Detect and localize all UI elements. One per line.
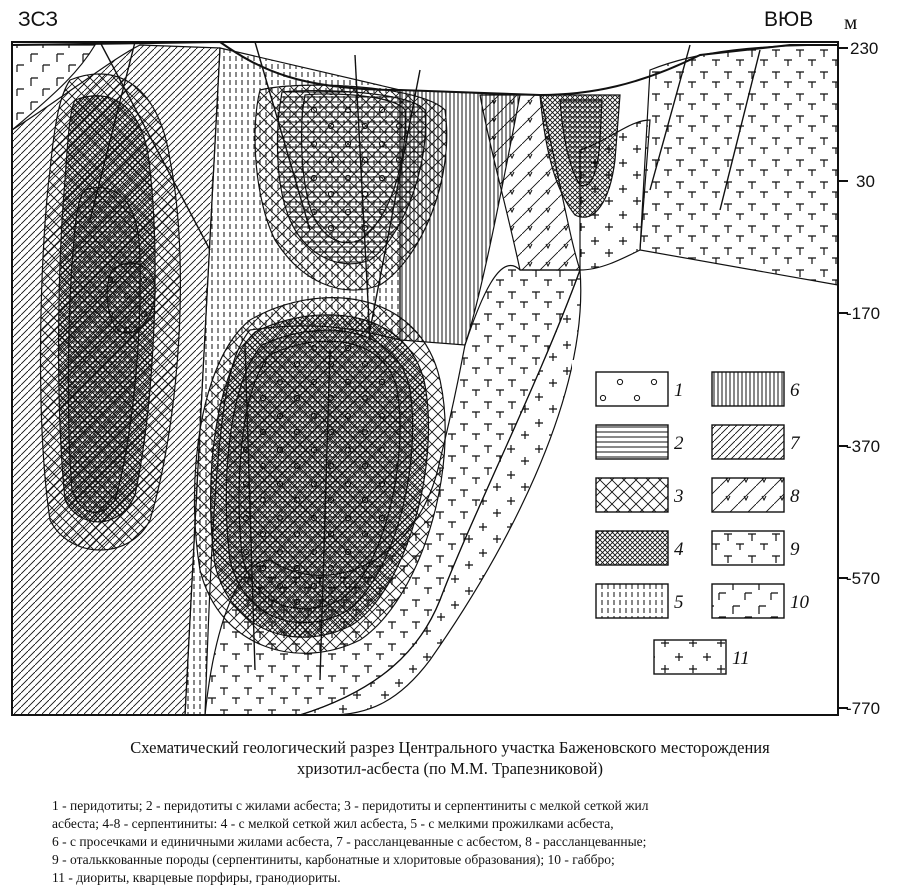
scale-tick-label: -370	[846, 437, 881, 456]
legend	[572, 360, 830, 690]
legend-text-line: 6 - с просечками и единичными жилами асбеста, 7 - рассланцеванные с асбестом, 8 - рассланцеванные;	[52, 834, 647, 849]
legend-number: 7	[790, 433, 800, 454]
legend-swatch-4	[596, 531, 668, 565]
legend-swatch-6	[712, 372, 784, 406]
scale-tick-label: 230	[850, 39, 879, 58]
legend-text-line: 11 - диориты, кварцевые порфиры, гранодиориты.	[52, 870, 341, 885]
scale-ticks	[838, 48, 848, 708]
legend-number: 2	[674, 433, 684, 454]
legend-number: 6	[790, 380, 800, 401]
legend-number: 11	[732, 648, 750, 669]
legend-swatch-11	[654, 640, 726, 674]
legend-number: 10	[790, 592, 809, 613]
legend-number: 3	[674, 486, 684, 507]
unit-label: м	[844, 10, 858, 34]
zone-talc-east	[640, 45, 838, 285]
scale-tick-label: -770	[846, 699, 881, 718]
legend-number: 4	[674, 539, 684, 560]
legend-swatch-5	[596, 584, 668, 618]
legend-swatch-10	[712, 584, 784, 618]
legend-number: 1	[674, 380, 684, 401]
scale-tick-label: 30	[856, 172, 875, 191]
legend-swatch-1	[596, 372, 668, 406]
legend-swatch-7	[712, 425, 784, 459]
legend-text-line: асбеста; 4-8 - серпентиниты: 4 - с мелкой сеткой жил асбеста, 5 - с мелкими прожилками асбеста,	[52, 816, 614, 831]
figure-caption-line-2: хризотил-асбеста (по М.М. Трапезниковой)	[297, 759, 603, 778]
legend-swatch-9	[712, 531, 784, 565]
scale-tick-label: -570	[846, 569, 881, 588]
legend-number: 9	[790, 539, 800, 560]
direction-label-east: ВЮВ	[764, 8, 814, 31]
legend-text-line: 9 - отальккованные породы (серпентиниты, карбонатные и хлоритовые образования); 10 - габбро;	[52, 852, 615, 867]
legend-text-line: 1 - перидотиты; 2 - перидотиты с жилами асбеста; 3 - перидотиты и серпентиниты с мелкой сеткой жил	[52, 798, 649, 813]
legend-swatch-3	[596, 478, 668, 512]
direction-label-west: ЗСЗ	[18, 8, 59, 31]
legend-number: 5	[674, 592, 684, 613]
legend-swatch-2	[596, 425, 668, 459]
legend-swatch-8	[712, 478, 784, 512]
legend-number: 8	[790, 486, 800, 507]
scale-tick-label: -170	[846, 304, 881, 323]
figure-caption-line-1: Схематический геологический разрез Центрального участка Баженовского месторождения	[130, 738, 770, 757]
